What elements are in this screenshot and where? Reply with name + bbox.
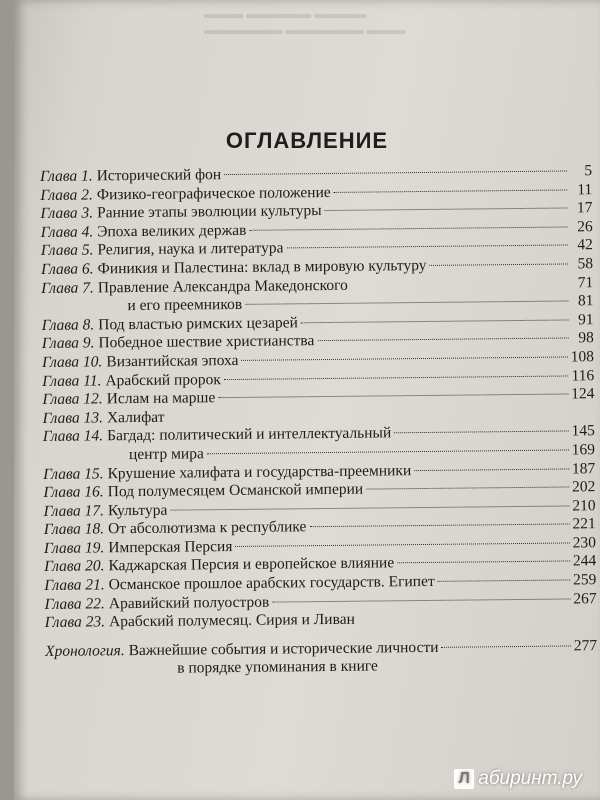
chronology-label: Хронология.	[44, 641, 125, 660]
page-number: 108	[570, 348, 595, 366]
page-number: 91	[578, 310, 594, 329]
chapter-title: и его преемников	[127, 296, 243, 315]
page-number: 98	[578, 329, 594, 347]
chronology-title: Важнейшие события и исторические личности	[128, 638, 439, 659]
chapter-label: Глава 20.	[44, 557, 105, 576]
page-number: 71	[577, 273, 594, 291]
watermark-text: абиринт.ру	[478, 768, 582, 789]
chapter-title: Каджарская Персия и европейское влияние	[108, 554, 395, 575]
chapter-label: Глава 15.	[43, 464, 104, 483]
page-number: 230	[572, 534, 597, 552]
chapter-title: Арабский пророк	[105, 370, 221, 389]
page-number: 145	[571, 422, 595, 440]
chapter-label: Глава 17.	[43, 502, 104, 520]
chapter-title: Правление Александра Македонского	[97, 276, 348, 296]
chapter-title: Крушение халифата и государства-преемники	[107, 461, 412, 482]
dot-leader	[334, 189, 568, 192]
chapter-label: Глава 11.	[42, 371, 102, 390]
page-number: 42	[577, 236, 593, 254]
chapter-label: Глава 22.	[44, 595, 105, 613]
dot-leader	[441, 645, 570, 647]
dot-leader	[241, 356, 567, 360]
dot-leader	[317, 338, 568, 342]
chapter-title: Багдад: политический и интеллектуальный	[107, 424, 392, 445]
chapter-title: Османское прошлое арабских государств. Египет	[108, 572, 435, 594]
page-number: 267	[573, 589, 597, 608]
chapter-label: Глава 12.	[42, 390, 103, 409]
chapter-label: Глава 18.	[43, 520, 105, 539]
chapter-label: Глава 1.	[40, 167, 93, 185]
dot-leader	[414, 468, 569, 471]
dot-leader	[397, 561, 570, 564]
page-number: 202	[572, 478, 596, 496]
dot-leader	[245, 301, 568, 305]
chapter-title: Культура	[107, 501, 168, 519]
chapter-label: Глава 5.	[40, 241, 94, 260]
dot-leader	[286, 245, 567, 249]
chapter-label: Глава 19.	[43, 539, 105, 557]
page-number: 5	[584, 162, 593, 180]
chapter-title: Ранние этапы эволюции культуры	[96, 202, 322, 222]
chapter-title: Имперская Персия	[108, 537, 233, 557]
dot-leader	[167, 412, 569, 417]
chapter-label: Глава 13.	[42, 409, 104, 427]
chapter-label: Глава 14.	[42, 427, 104, 446]
dot-leader	[272, 598, 570, 602]
chapter-title: Под полумесяцем Османской империи	[107, 480, 364, 501]
page-number: 116	[571, 366, 595, 384]
chapter-label: Глава 23.	[44, 613, 106, 632]
page-number: 221	[572, 515, 596, 533]
bleed-through-text: ▬▬▬ ▬▬▬▬▬ ▬▬▬▬ ▬▬▬▬▬▬ ▬▬▬▬▬▬ ▬▬▬	[204, 6, 406, 37]
page-number: 277	[573, 637, 598, 655]
chapter-title: центр мира	[128, 445, 204, 463]
page-number: 26	[577, 217, 593, 236]
dot-leader	[218, 394, 568, 399]
dot-leader	[429, 263, 568, 265]
chapter-label: Глава 16.	[43, 483, 104, 502]
dot-leader	[309, 524, 569, 528]
chapter-label: Глава 6.	[40, 260, 94, 278]
chapter-title: Ислам на марше	[106, 389, 216, 408]
dot-leader	[366, 487, 569, 490]
page-number: 11	[577, 180, 593, 198]
chapter-label: Глава 4.	[40, 223, 94, 241]
chapter-title: От абсолютизма к республике	[108, 518, 307, 538]
dot-leader	[235, 542, 569, 547]
page-number: 210	[572, 496, 596, 515]
dot-leader	[249, 226, 567, 230]
page-number: 58	[577, 255, 594, 273]
page-number: 124	[571, 385, 595, 403]
labirint-logo-icon: Л	[454, 769, 474, 789]
chapter-title: Халифат	[106, 408, 165, 427]
labirint-watermark	[454, 768, 582, 790]
chapter-title: Физико-географическое положение	[96, 183, 331, 203]
dot-leader	[301, 319, 569, 323]
chapter-title: Эпоха великих держав	[97, 221, 247, 241]
page-number: 187	[571, 459, 596, 477]
dot-leader	[224, 375, 569, 380]
dot-leader	[325, 208, 568, 212]
chapter-label: Глава 7.	[41, 279, 94, 297]
dot-leader	[438, 580, 570, 582]
page-title: ОГЛАВЛЕНИЕ	[225, 128, 389, 153]
chapter-label: Глава 8.	[41, 316, 95, 334]
chapter-title: Исторический фон	[96, 166, 222, 185]
chapter-title: Религия, наука и литература	[97, 239, 284, 259]
dot-leader	[351, 282, 568, 285]
page-number: 81	[577, 292, 594, 310]
dot-leader	[207, 449, 569, 454]
book-page	[14, 0, 600, 800]
page-number: 244	[572, 552, 597, 570]
dot-leader	[224, 170, 567, 175]
chapter-label: Глава 10.	[41, 353, 103, 371]
chapter-title: Арабский полумесяц. Сирия и Ливан	[108, 610, 355, 631]
chapter-title: Победное шествие христианства	[98, 332, 315, 352]
page-number: 17	[576, 199, 593, 217]
table-of-contents	[40, 162, 597, 680]
chronology-title-continued: в порядке упоминания в книге	[177, 657, 378, 678]
chapter-label: Глава 9.	[41, 334, 95, 353]
chapter-title: Аравийский полуостров	[108, 593, 270, 612]
chapter-title: Финикия и Палестина: вклад в мировую культуру	[97, 256, 427, 278]
dot-leader	[170, 505, 569, 510]
chapter-title: Византийская эпоха	[106, 351, 239, 371]
page-number: 169	[571, 441, 596, 459]
chapter-label: Глава 2.	[40, 186, 93, 204]
page-number: 259	[573, 571, 597, 589]
chapter-label: Глава 3.	[40, 204, 94, 223]
chapter-title: Под властью римских цезарей	[98, 314, 298, 334]
chapter-label: Глава 21.	[44, 576, 105, 595]
dot-leader	[394, 431, 568, 434]
